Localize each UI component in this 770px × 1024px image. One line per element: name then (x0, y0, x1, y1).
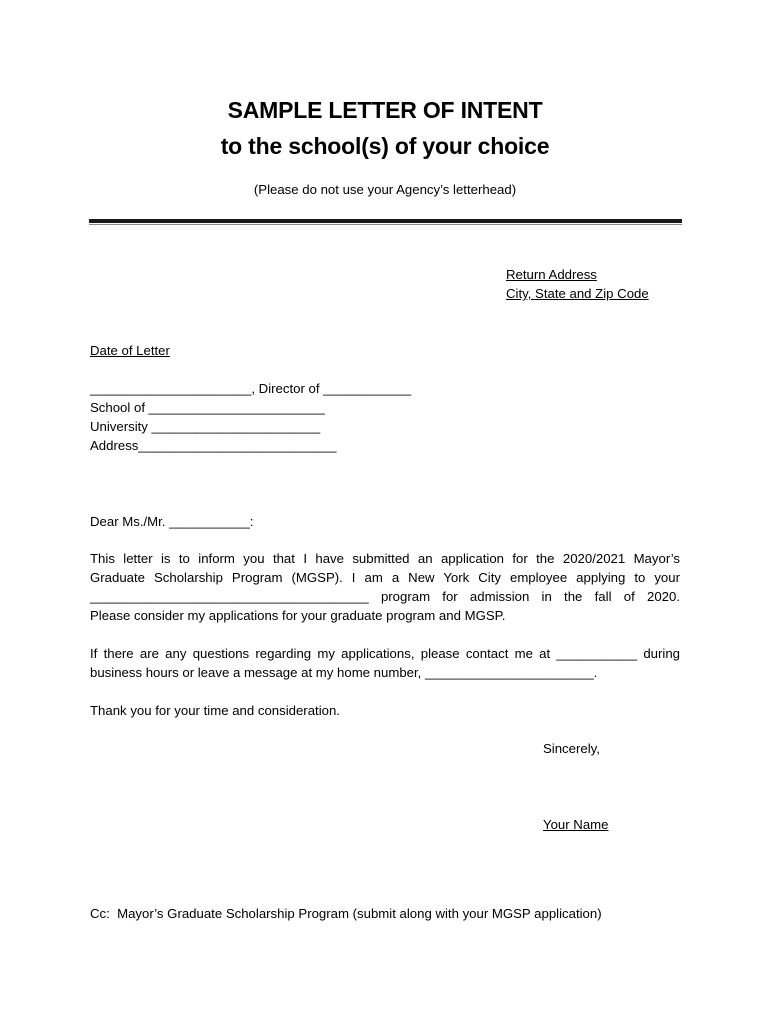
body-paragraph-2 (90, 644, 680, 682)
page-title: SAMPLE LETTER OF INTENT (227, 97, 543, 123)
recipient-director-line: ______________________, Director of ____________ (90, 381, 412, 396)
date-of-letter: Date of Letter (90, 343, 170, 358)
paragraph-1-line: This letter is to inform you that I have submitted an application for the 2020/2021 Mayor’s (90, 551, 680, 566)
recipient-address-line: Address___________________________ (90, 438, 337, 453)
recipient-school-line: School of ________________________ (90, 400, 325, 415)
header-divider-shadow (89, 224, 682, 225)
body-paragraph-1 (90, 549, 680, 625)
paragraph-2-line: business hours or leave a message at my home number, _______________________. (90, 665, 598, 680)
signature-name: Your Name (543, 817, 609, 832)
body-paragraph-3: Thank you for your time and consideration. (90, 703, 340, 718)
city-state-zip-line: City, State and Zip Code (506, 286, 649, 301)
paragraph-1-line: Graduate Scholarship Program (MGSP). I am a New York City employee applying to your (90, 570, 680, 585)
closing: Sincerely, (543, 741, 600, 756)
cc-line: Cc: Mayor’s Graduate Scholarship Program (submit along with your MGSP application) (90, 906, 602, 921)
letterhead-note: (Please do not use your Agency’s letterhead) (253, 182, 517, 197)
paragraph-2-line: If there are any questions regarding my applications, please contact me at ___________ during (90, 646, 680, 661)
salutation: Dear Ms./Mr. ___________: (90, 514, 254, 529)
header-divider (89, 219, 682, 223)
paragraph-1-line: Please consider my applications for your graduate program and MGSP. (90, 608, 506, 623)
page-subtitle-heading: to the school(s) of your choice (220, 133, 550, 159)
recipient-university-line: University _______________________ (90, 419, 321, 434)
paragraph-1-line: ______________________________________ program for admission in the fall of 2020. (90, 589, 680, 604)
return-address-line: Return Address (506, 267, 597, 282)
